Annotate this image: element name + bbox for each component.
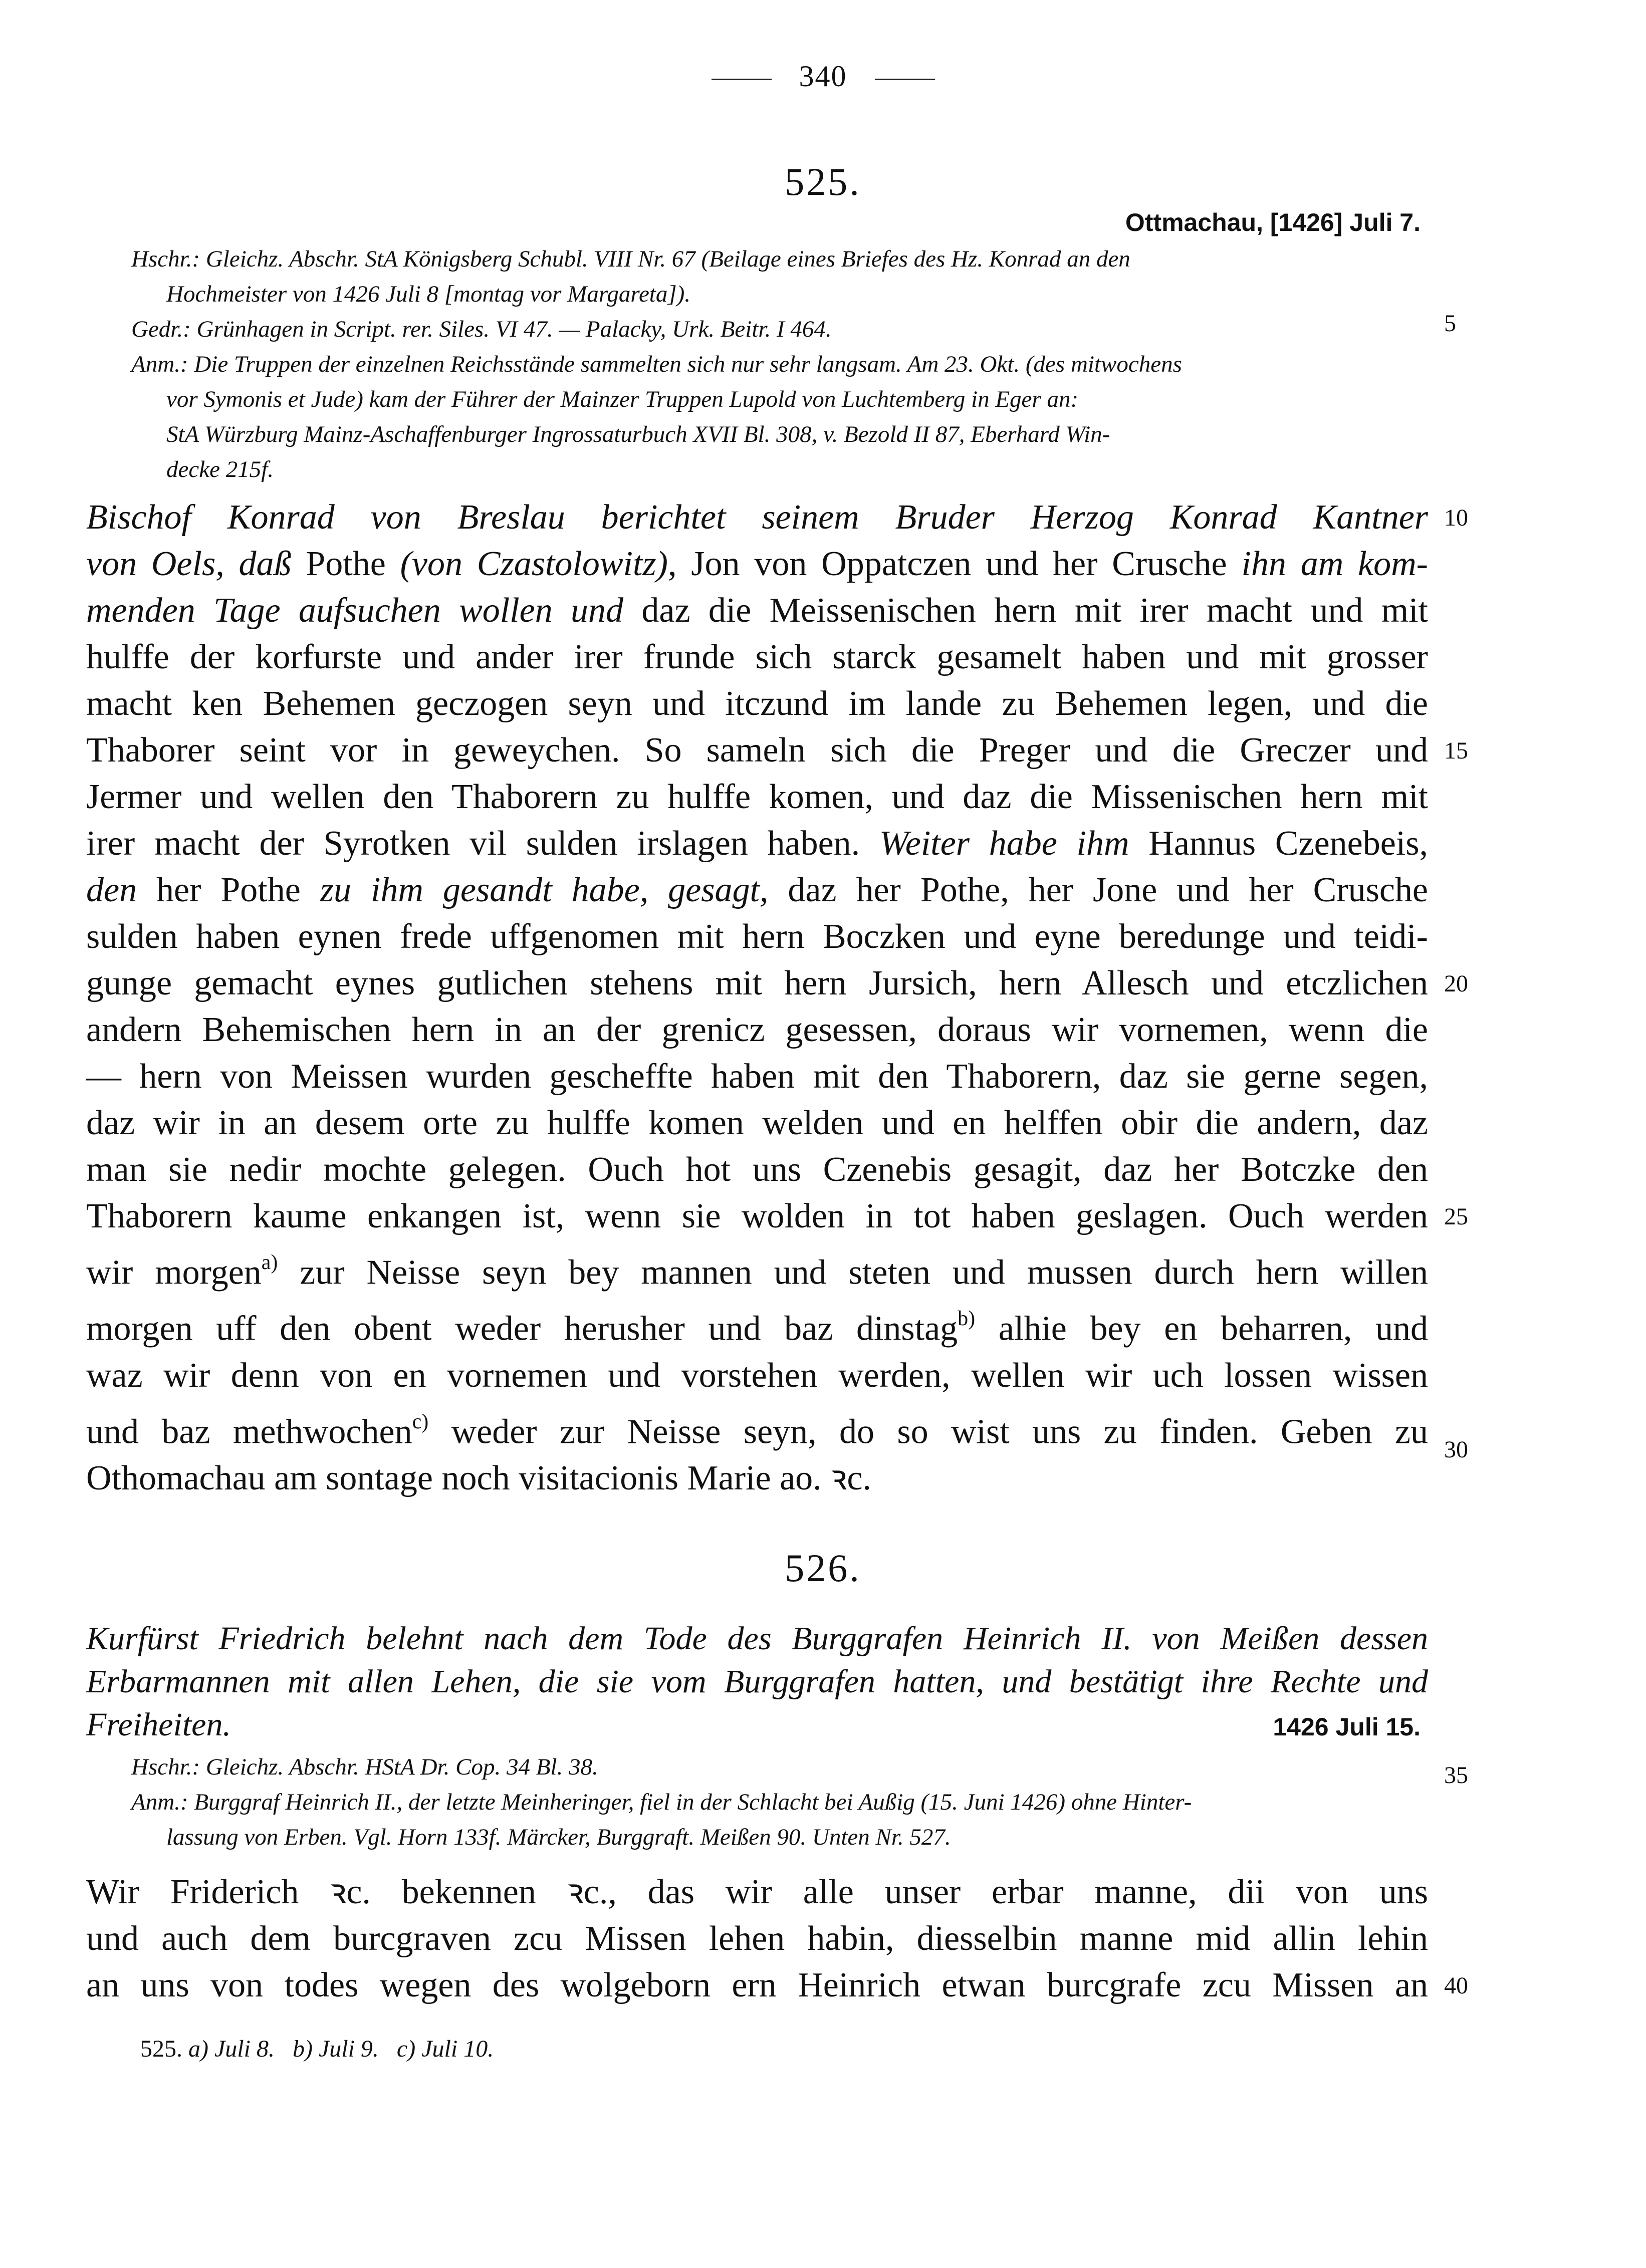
- rule-left: [712, 79, 772, 80]
- line-number: 15: [1444, 737, 1468, 764]
- footnote-marker: b): [958, 1307, 976, 1331]
- summary-line: Kurfürst Friedrich belehnt nach dem Tode des Burggrafen Heinrich II. von Meißen dessen: [86, 1620, 1428, 1657]
- text-line: [86, 587, 1428, 634]
- apparatus-label: Anm.:: [131, 1789, 188, 1815]
- footnote-marker: a): [261, 1251, 278, 1274]
- line-number: 20: [1444, 970, 1468, 997]
- text-line: [86, 727, 1428, 774]
- apparatus-text: Grünhagen in Script. rer. Siles. VI 47. — Palacky, Urk. Beitr. I 464.: [196, 316, 832, 342]
- summary-line: Erbarmannen mit allen Lehen, die sie vom Burggrafen hatten, und bestätigt ihre Rechte und: [86, 1663, 1428, 1700]
- text-line: [86, 680, 1428, 727]
- text-line: [86, 1146, 1428, 1193]
- apparatus-text: vor Symonis et Jude) kam der Führer der Mainzer Truppen Lupold von Luchtemberg in Eger an:: [166, 386, 1079, 412]
- text-segment: daz her Pothe, her Jone und her Crusche: [788, 871, 1429, 909]
- apparatus-text: StA Würzburg Mainz-Aschaffenburger Ingrossaturbuch XVII Bl. 308, v. Bezold II 87, Eberhard Win-: [166, 421, 1110, 447]
- text-segment: wir morgen: [86, 1253, 262, 1292]
- text-line: [86, 820, 1428, 867]
- line-number: 10: [1444, 505, 1468, 531]
- apparatus-line: [131, 417, 1424, 452]
- text-segment: her Pothe: [156, 871, 320, 909]
- text-line: [86, 960, 1428, 1006]
- text-line: [86, 1296, 1428, 1352]
- text-line: [86, 1053, 1428, 1100]
- text-segment: Bischof Konrad von Breslau berichtet seinem Bruder Herzog Konrad Kantner: [86, 498, 1428, 537]
- doc-525-number: 525.: [785, 160, 861, 203]
- apparatus-line: [131, 241, 1424, 277]
- text-segment: daz wir in an desem orte zu hulffe komen welden und en helffen obir die andern, daz: [86, 1104, 1428, 1142]
- text-line: und auch dem burcgraven zcu Missen lehen habin, diesselbin manne mid allin lehin: [86, 1919, 1428, 1958]
- apparatus-label: Hschr.:: [131, 1754, 200, 1780]
- text-segment: Othomachau am sontage noch visitacionis Marie ao. ꝛc.: [86, 1459, 871, 1498]
- apparatus-label: Hschr.:: [131, 246, 200, 272]
- apparatus-text: decke 215f.: [166, 456, 274, 482]
- apparatus-text: Die Truppen der einzelnen Reichsstände sammelten sich nur sehr langsam. Am 23. Okt. (des mitwochens: [194, 351, 1182, 377]
- apparatus-line: [131, 347, 1424, 382]
- text-line: [86, 1352, 1428, 1399]
- line-number: 5: [1444, 310, 1456, 337]
- text-line: [86, 774, 1428, 820]
- text-segment: hulffe der korfurste und ander irer frunde sich starck gesamelt haben und mit grosser: [86, 638, 1428, 676]
- apparatus-text: Hochmeister von 1426 Juli 8 [montag vor Margareta]).: [166, 281, 691, 307]
- text-segment: und baz methwochen: [86, 1412, 412, 1451]
- text-segment: den: [86, 871, 157, 909]
- apparatus-text: Burggraf Heinrich II., der letzte Meinheringer, fiel in der Schlacht bei Außig (15. Juni 1426) ohne Hinter-: [194, 1789, 1192, 1815]
- apparatus-line: [131, 452, 1424, 487]
- text-segment: andern Behemischen hern in an der grenicz gesessen, doraus wir vornemen, wenn die: [86, 1011, 1428, 1049]
- line-number: 25: [1444, 1203, 1468, 1230]
- doc-526-date: 1426 Juli 15.: [1273, 1713, 1421, 1741]
- text-segment: — hern von Meissen wurden gescheffte haben mit den Thaborern, daz sie gerne segen,: [86, 1057, 1428, 1096]
- line-number: 40: [1444, 1972, 1468, 1999]
- text-segment: menden Tage aufsuchen wollen und: [86, 591, 642, 630]
- apparatus-line: [131, 312, 1424, 347]
- text-segment: man sie nedir mochte gelegen. Ouch hot uns Czenebis gesagit, daz her Botczke den: [86, 1150, 1428, 1189]
- apparatus-text: Gleichz. Abschr. HStA Dr. Cop. 34 Bl. 38.: [205, 1754, 598, 1780]
- page-number-row: [0, 59, 1646, 94]
- apparatus-label: Gedr.:: [131, 316, 191, 342]
- text-line: [86, 867, 1428, 913]
- apparatus-line: [131, 1785, 1424, 1820]
- doc-525-apparatus: [131, 241, 1424, 487]
- doc-525-place-date: Ottmachau, [1426] Juli 7.: [1125, 208, 1421, 236]
- text-segment: sulden haben eynen frede uffgenomen mit hern Boczken und eyne beredunge und teidi-: [86, 917, 1428, 956]
- footnote-text: a) Juli 8. b) Juli 9. c) Juli 10.: [188, 2036, 494, 2062]
- text-line: [86, 1399, 1428, 1455]
- text-line: an uns von todes wegen des wolgeborn ern Heinrich etwan burcgrafe zcu Missen an: [86, 1966, 1428, 2004]
- text-line: [86, 541, 1428, 587]
- footnote-ref: 525.: [140, 2036, 182, 2062]
- text-segment: Thaborer seint vor in geweychen. So sameln sich die Preger und die Greczer und: [86, 731, 1428, 770]
- doc-526-apparatus: [131, 1749, 1424, 1855]
- text-segment: (von Czastolowitz): [400, 545, 668, 583]
- footnote-marker: c): [412, 1410, 429, 1433]
- text-line: [86, 634, 1428, 680]
- text-line: Wir Friderich ꝛc. bekennen ꝛc., das wir alle unser erbar manne, dii von uns: [86, 1873, 1428, 1911]
- doc-525-text: [86, 494, 1428, 1501]
- text-segment: zu ihm gesandt habe, gesagt,: [320, 871, 788, 909]
- apparatus-text: Gleichz. Abschr. StA Königsberg Schubl. VIII Nr. 67 (Beilage eines Briefes des Hz. Konrad an den: [205, 246, 1130, 272]
- text-segment: Jermer und wellen den Thaborern zu hulffe komen, und daz die Missenischen hern mit: [86, 778, 1428, 816]
- footnotes: [140, 2035, 494, 2063]
- apparatus-line: [131, 1749, 1424, 1785]
- text-segment: Thaborern kaume enkangen ist, wenn sie wolden in tot haben geslagen. Ouch werden: [86, 1197, 1428, 1235]
- text-segment: morgen uff den obent weder herusher und baz dinstag: [86, 1309, 958, 1348]
- text-segment: Hannus Czenebeis,: [1148, 824, 1428, 863]
- apparatus-line: [131, 277, 1424, 312]
- text-segment: weder zur Neisse seyn, do so wist uns zu finden. Geben zu: [428, 1412, 1428, 1451]
- apparatus-line: [131, 1820, 1424, 1855]
- doc-526-text: [86, 1869, 1428, 2008]
- text-segment: Weiter habe ihm: [879, 824, 1149, 863]
- text-segment: zur Neisse seyn bey mannen und steten und mussen durch hern willen: [278, 1253, 1428, 1292]
- doc-526-summary: [86, 1617, 1428, 1746]
- text-line: [86, 1193, 1428, 1239]
- text-line: [86, 1455, 1428, 1501]
- text-segment: Pothe: [306, 545, 400, 583]
- line-number: 30: [1444, 1436, 1468, 1463]
- page-number: 340: [799, 60, 847, 93]
- text-segment: gunge gemacht eynes gutlichen stehens mit hern Jursich, hern Allesch und etczlichen: [86, 964, 1428, 1002]
- text-segment: alhie bey en beharren, und: [975, 1309, 1428, 1348]
- doc-526-number: 526.: [785, 1546, 861, 1590]
- summary-line: Freiheiten.: [86, 1706, 231, 1743]
- rule-right: [875, 79, 935, 80]
- text-line: [86, 1100, 1428, 1146]
- text-segment: von Oels, daß: [86, 545, 306, 583]
- text-segment: ihn am kom-: [1241, 545, 1428, 583]
- text-line: [86, 1239, 1428, 1296]
- text-segment: macht ken Behemen geczogen seyn und itczund im lande zu Behemen legen, und die: [86, 684, 1428, 723]
- apparatus-line: [131, 382, 1424, 417]
- text-line: [86, 494, 1428, 541]
- apparatus-label: Anm.:: [131, 351, 188, 377]
- line-number: 35: [1444, 1762, 1468, 1789]
- text-line: [86, 913, 1428, 960]
- apparatus-text: lassung von Erben. Vgl. Horn 133f. Märcker, Burggraft. Meißen 90. Unten Nr. 527.: [166, 1824, 951, 1850]
- text-segment: , Jon von Oppatczen und her Crusche: [667, 545, 1242, 583]
- text-segment: waz wir denn von en vornemen und vorstehen werden, wellen wir uch lossen wissen: [86, 1356, 1428, 1395]
- text-segment: daz die Meissenischen hern mit irer macht und mit: [641, 591, 1428, 630]
- text-segment: irer macht der Syrotken vil sulden irslagen haben.: [86, 824, 879, 863]
- text-line: [86, 1006, 1428, 1053]
